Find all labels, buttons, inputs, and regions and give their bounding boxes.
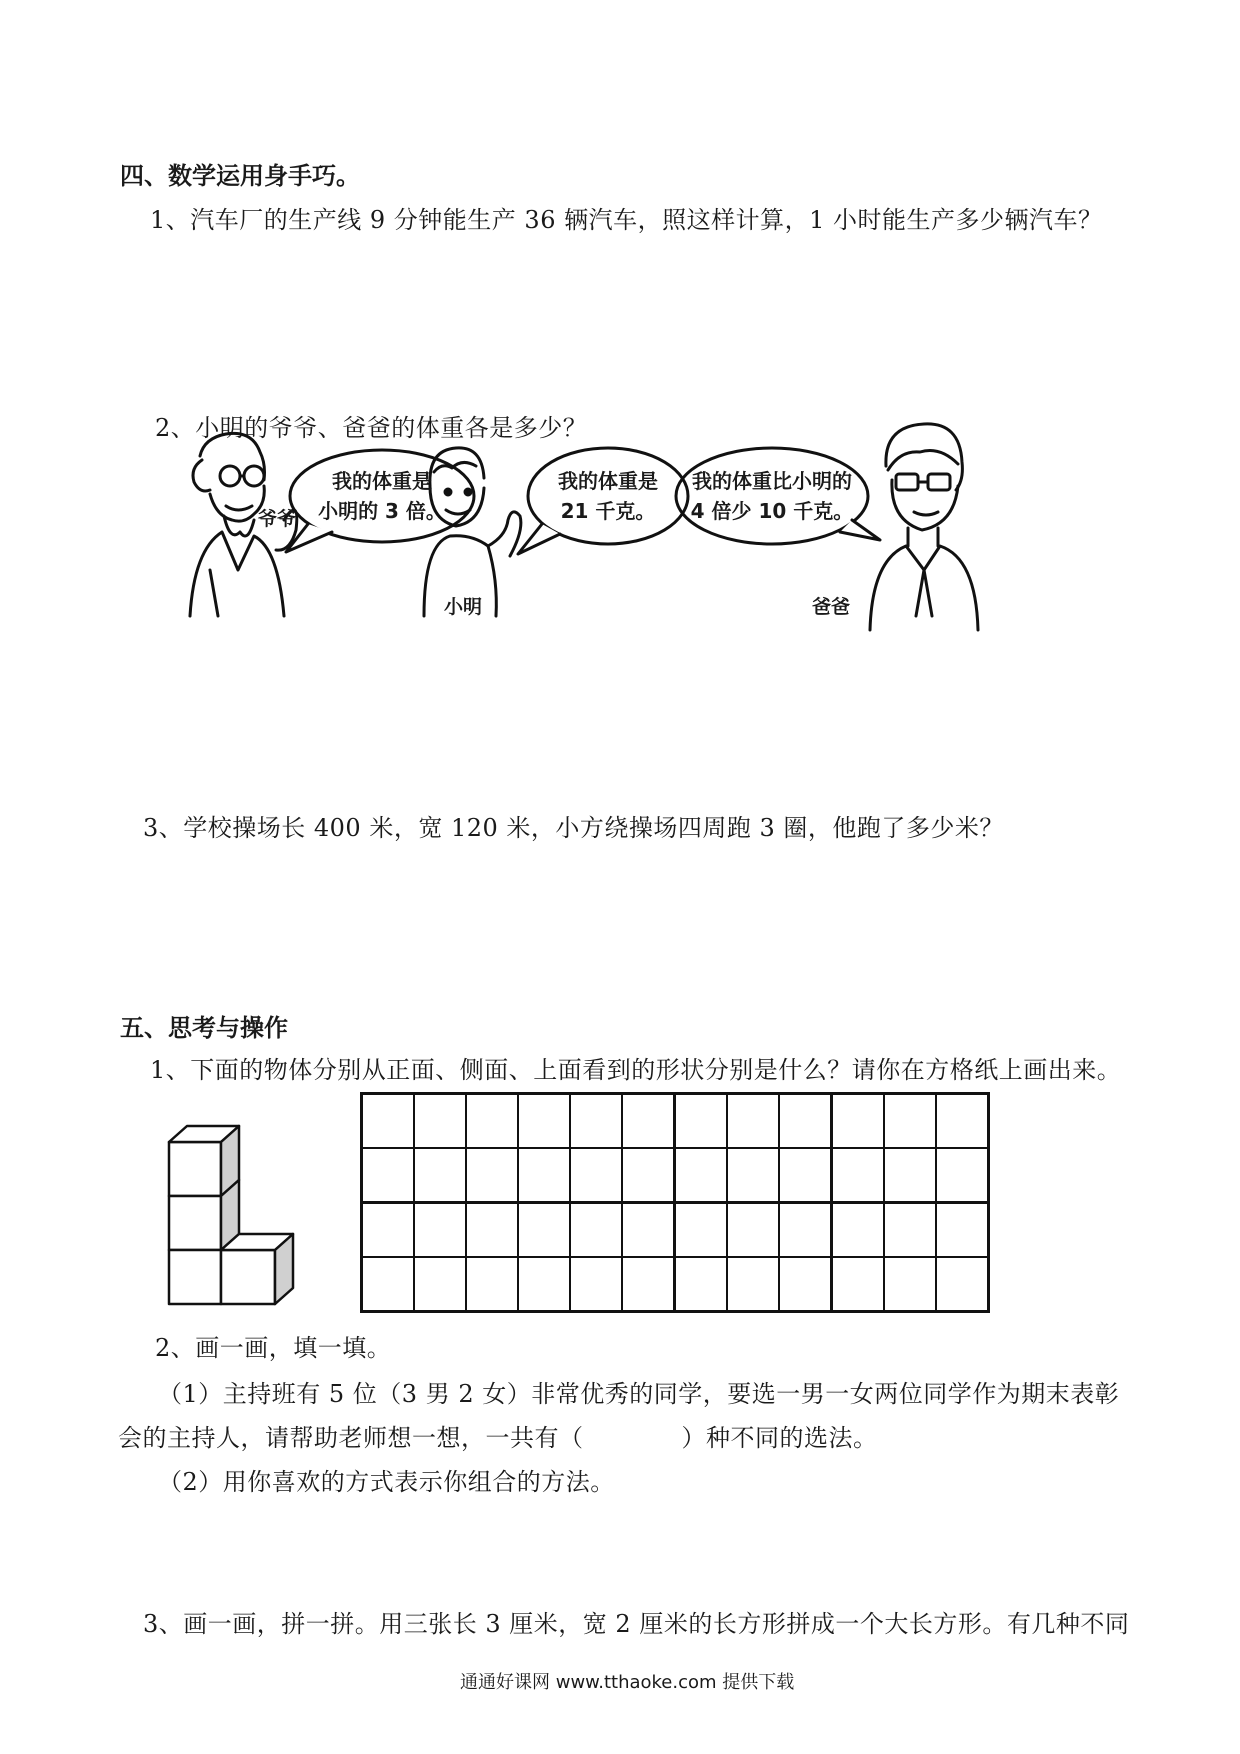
question-5-2-1-line-1: （1）主持班有 5 位（3 男 2 女）非常优秀的同学，要选一男一女两位同学作为期末表彰 xyxy=(158,1380,1120,1408)
xiaoming-name: 小明 xyxy=(444,596,483,618)
cube-stack-figure xyxy=(165,1124,305,1324)
question-5-2-1-line-2: 会的主持人，请帮助老师想一想，一共有（ ）种不同的选法。 xyxy=(118,1424,878,1452)
question-5-2: 2、画一画，填一填。 xyxy=(155,1334,392,1362)
question-4-3: 3、学校操场长 400 米，宽 120 米，小方绕操场四周跑 3 圈，他跑了多少米？ xyxy=(143,814,1004,842)
grandpa-name: 爷爷 xyxy=(258,508,297,530)
section-4-title: 四、数学运用身手巧。 xyxy=(120,162,360,190)
dad-figure xyxy=(870,424,978,630)
dad-speech xyxy=(676,466,868,526)
question-4-2: 2、小明的爷爷、爸爸的体重各是多少？ xyxy=(155,414,588,442)
grandpa-speech xyxy=(290,466,474,526)
grid-paper[interactable] xyxy=(360,1092,990,1313)
question-5-3: 3、画一画，拼一拼。用三张长 3 厘米，宽 2 厘米的长方形拼成一个大长方形。有几种不同 xyxy=(143,1610,1130,1638)
dad-speech-line-1: 我的体重比小明的 xyxy=(692,469,852,493)
dad-name: 爸爸 xyxy=(812,596,851,618)
question-5-2-2: （2）用你喜欢的方式表示你组合的方法。 xyxy=(158,1468,615,1496)
question-5-1: 1、下面的物体分别从正面、侧面、上面看到的形状分别是什么？请你在方格纸上画出来。 xyxy=(150,1056,1122,1084)
footer-text: 通通好课网 www.tthaoke.com 提供下载 xyxy=(460,1672,795,1693)
xiaoming-speech-line-1: 我的体重是 xyxy=(558,469,658,493)
xiaoming-speech xyxy=(528,466,688,526)
grandpa-speech-line-2: 小明的 3 倍。 xyxy=(318,499,446,523)
xiaoming-speech-line-2: 21 千克。 xyxy=(560,499,656,523)
weight-illustration xyxy=(180,420,980,640)
question-4-1: 1、汽车厂的生产线 9 分钟能生产 36 辆汽车，照这样计算，1 小时能生产多少辆汽车？ xyxy=(150,206,1103,234)
section-5-title: 五、思考与操作 xyxy=(120,1014,288,1042)
dad-speech-line-2: 4 倍少 10 千克。 xyxy=(690,499,854,523)
grandpa-speech-line-1: 我的体重是 xyxy=(332,469,432,493)
illustration-drawing xyxy=(180,420,980,640)
